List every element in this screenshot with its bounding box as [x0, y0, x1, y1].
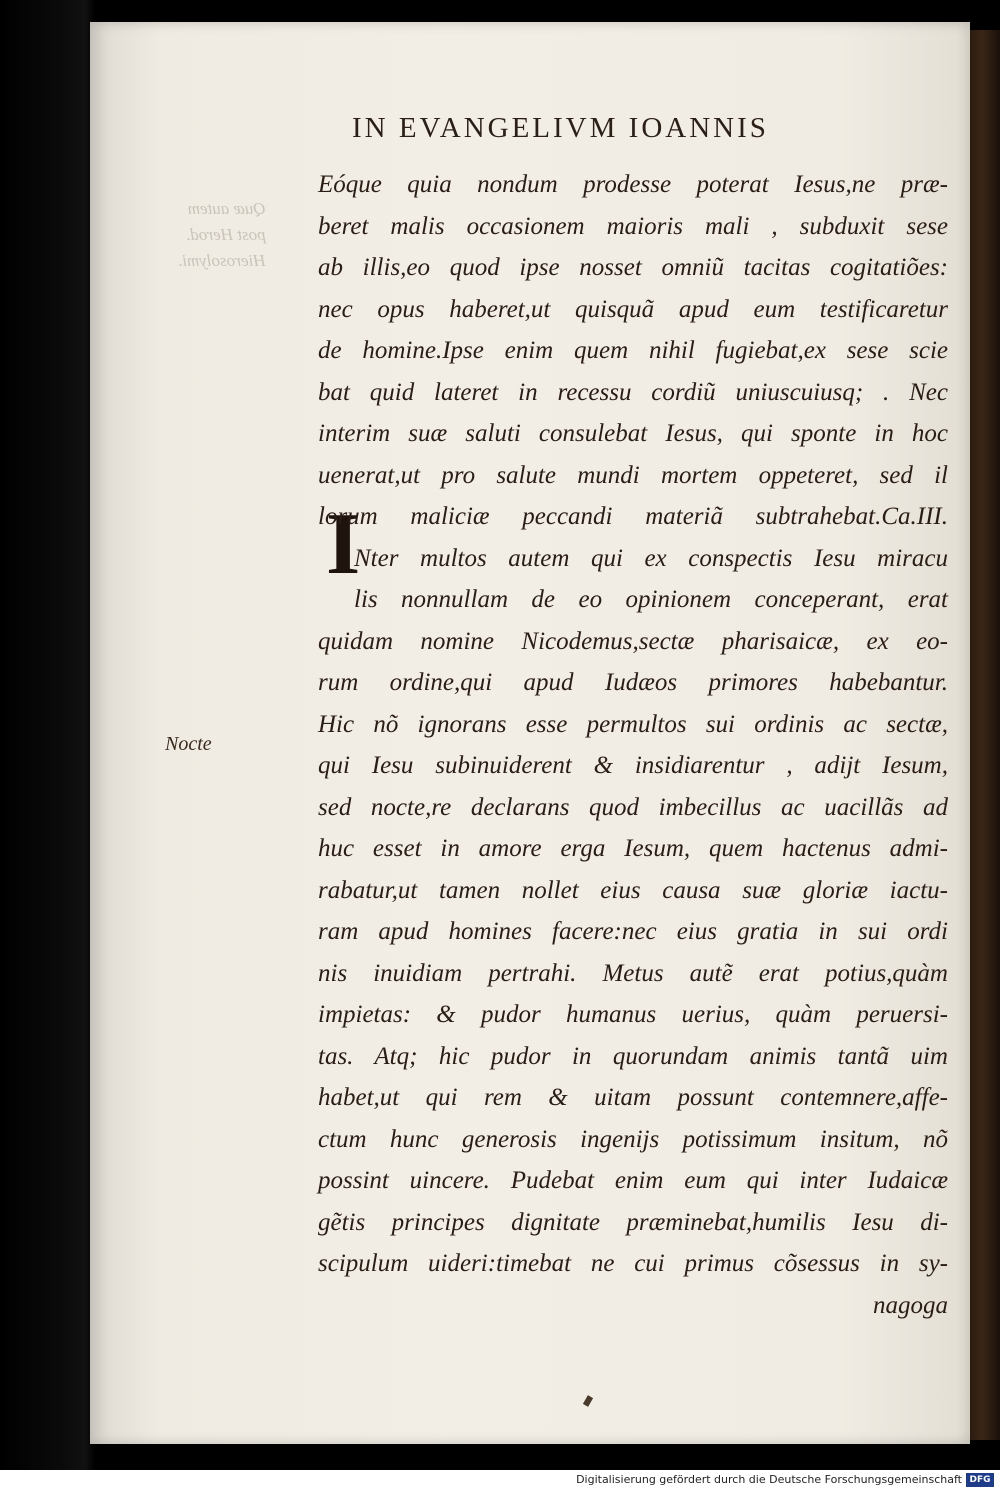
text-line: tas. Atq; hic pudor in quorundam animis tantã uim	[318, 1042, 948, 1070]
text-line: huc esset in amore erga Iesum, quem hactenus admi-	[318, 835, 948, 862]
text-line: gẽtis principes dignitate præminebat,humilis Iesu di-	[318, 1208, 948, 1236]
text-line: interim suæ saluti consulebat Iesus, qui sponte in hoc	[318, 420, 948, 447]
text-line: Eóque quia nondum prodesse poterat Iesus,ne præ-	[318, 171, 948, 198]
text-line: impietas: & pudor humanus uerius, quàm peruersi-	[318, 1001, 948, 1028]
text-line: de homine.Ipse enim quem nihil fugiebat,ex sese scie	[318, 337, 948, 364]
text-line: scipulum uideri:timebat ne cui primus cõsessus in sy-	[318, 1250, 948, 1277]
text-line: ctum hunc generosis ingenijs potissimum insitum, nõ	[318, 1125, 948, 1153]
text-line: possint uincere. Pudebat enim eum qui inter Iudaicæ	[318, 1167, 948, 1194]
running-head: IN EVANGELIVM IOANNIS	[352, 112, 769, 144]
text-line: ab illis,eo quod ipse nosset omniũ tacitas cogitatiões:	[318, 254, 948, 281]
text-line: lis nonnullam de eo opinionem conceperant, erat	[354, 586, 948, 613]
text-line: beret malis occasionem maioris mali , subduxit sese	[318, 212, 948, 240]
text-line: quidam nomine Nicodemus,sectæ pharisaicæ, ex eo-	[318, 627, 948, 655]
text-line: rum ordine,qui apud Iudæos primores habebantur.	[318, 669, 948, 696]
catchword: nagoga	[873, 1291, 948, 1319]
bleed-through-text: Quæ autem post Herod. Hierosolymi.	[178, 199, 266, 270]
text-line: Nter multos autem qui ex conspectis Iesu miracu	[354, 544, 948, 572]
text-line: bat quid lateret in recessu cordiũ uniuscuiusq; . Nec	[318, 378, 948, 406]
text-line: ram apud homines facere:nec eius gratia in sui ordi	[318, 918, 948, 945]
text-line: Hic nõ ignorans esse permultos sui ordinis ac sectæ,	[318, 710, 948, 738]
text-line: nis inuidiam pertrahi. Metus autẽ erat potius,quàm	[318, 959, 948, 987]
body-text	[318, 164, 948, 1326]
text-line: lorum maliciæ peccandi materiã subtrahebat.Ca.III.	[318, 503, 948, 530]
footer-bar	[0, 1470, 1000, 1491]
text-line: qui Iesu subinuiderent & insidiarentur , adijt Iesum,	[318, 752, 948, 779]
text-line: rabatur,ut tamen nollet eius causa suæ gloriæ iactu-	[318, 876, 948, 904]
footer-credit: Digitalisierung gefördert durch die Deutsche Forschungsgemeinschaft	[576, 1473, 962, 1486]
book-edge	[970, 30, 1000, 1440]
text-line: nec opus haberet,ut quisquã apud eum testificaretur	[318, 295, 948, 323]
text-line: sed nocte,re declarans quod imbecillus ac uacillãs ad	[318, 793, 948, 821]
text-line: habet,ut qui rem & uitam possunt contemnere,affe-	[318, 1084, 948, 1111]
margin-note: Nocte	[165, 733, 212, 755]
dfg-logo[interactable]: DFG	[966, 1473, 994, 1487]
text-line: uenerat,ut pro salute mundi mortem oppeteret, sed il	[318, 461, 948, 489]
drop-cap: I	[326, 496, 361, 593]
